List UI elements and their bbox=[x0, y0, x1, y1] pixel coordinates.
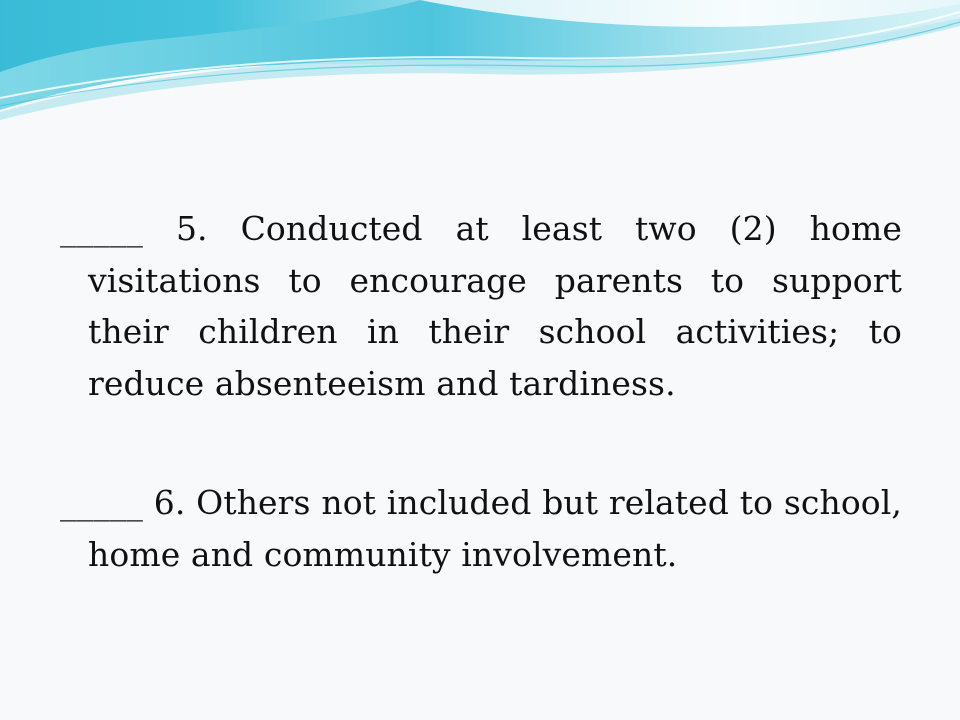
checklist-item-5: _____ 5. Conducted at least two (2) home visitations to encourage parents to support their children in their school activities; to reduce absenteeism and tardiness. bbox=[60, 209, 902, 403]
decorative-wave-banner bbox=[0, 0, 960, 120]
checklist-item-6: _____ 6. Others not included but related to school, home and community involvement. bbox=[60, 483, 902, 574]
checklist bbox=[60, 203, 902, 580]
